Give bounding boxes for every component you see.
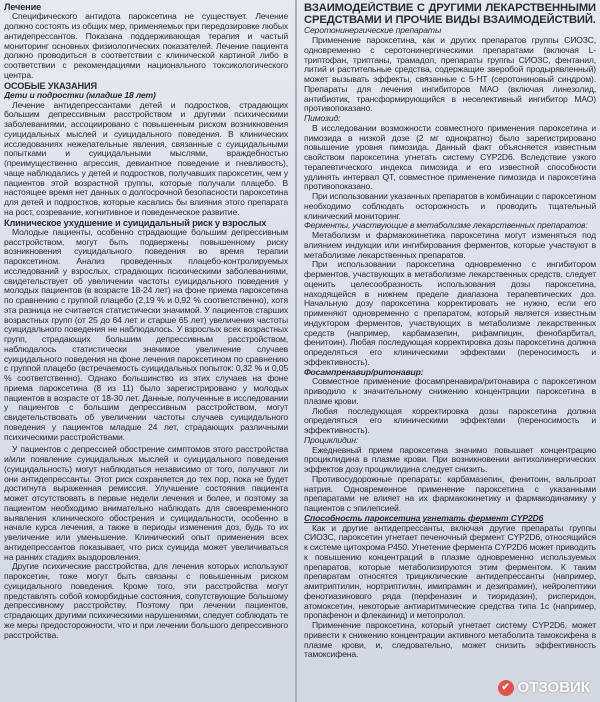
serotonergic-subheading: Серотонинергические препараты [304, 25, 442, 36]
other-disorders-paragraph: Другие психические расстройства, для лечения которых используют пароксетин, тоже могут быть связаны с повышенным риском суицидального поведения. Кроме того, эти расстройства могут представлять собой коморбидные состояния, сопутствующие большому депрессивному расстройству. Поэтому при лечении пациентов, страдающих другими психическими нарушениями, следует соблюдать те же меры предосторожности, что и при лечении большого депрессивного расстройства. [4, 561, 288, 640]
treatment-paragraph: Специфического антидота пароксетина не существует. Лечение должно состоять из общих мер, применяемых при передозировке любых антидепрессантов. Показана поддерживающая терапия и частый мониторинг основных физиологических показателей. Лечение пациента должно проводиться в соответствии с клинической картиной либо в соответствии с рекомендациями национального токсикологического центра. [4, 11, 288, 80]
children-subheading: Дети и подростки (младше 18 лет) [4, 89, 156, 100]
column-divider [295, 0, 297, 702]
pimozide-subheading: Пимозид: [304, 113, 341, 124]
pimozide-paragraph: В исследовании возможности совместного применения пароксетина и пимозида в низкой дозе (2 мг однократно) было зарегистрировано повышение уровня пимозида. Данный факт объясняется известным свойством пароксетина угнетать систему CYP2D6. Вследствие узкого терапевтического индекса пимозида и его известной способности удлинять интервал QT, совместное применение пимозида и пароксетина противопоказано. [304, 122, 596, 192]
otzovik-logo-icon: ✔ [498, 680, 514, 696]
depression-paragraph: У пациентов с депрессией обострение симптомов этого расстройства и/или появление суицидальных мыслей и суицидального поведения (суицидальность) могут наблюдаться независимо от того, получают ли они антидепрессанты. Этот риск сохраняется до тех пор, пока не будет достигнута выраженная ремиссия. Улучшение состояния пациента может отсутствовать в первые недели лечения и более, и поэтому за пациентом необходимо внимательно наблюдать для своевременного выявления клинического обострения и суицидальности, особенно в начале курса лечения, а также в периоды изменения доз, будь то их увеличение или уменьшение. Клинический опыт применения всех антидепрессантов показывает, что риск суицида может увеличиваться на ранних стадиях выздоровления. [4, 444, 288, 562]
procyclidine-subheading: Проциклидин: [304, 434, 359, 445]
dose-adjust-paragraph: Любая последующая корректировка дозы пароксетина должна определяться его клиническими эффектами (переносимость и эффективность). [304, 405, 596, 436]
anticonvulsants-paragraph: Противосудорожные препараты: карбамазепин, фенитоин, вальпроат натрия. Одновременное применение пароксетина с указанными препаратами не влияет на их фармакокинетику и фармакодинамику у пациентов с эпилепсией. [304, 473, 596, 514]
cyp2d6-paragraph: Как и другие антидепрессанты, включая другие препараты группы СИОЗС, пароксетин угнетает печеночный фермент CYP2D6, относящийся к системе цитохрома Р450. Угнетение фермента CYP2D6 может приводить к повышению концентраций в плазме одновременно используемых препаратов, которые метаболизируются этим ферментом. К таким препаратам относятся трициклические антидепрессанты (например, амитриптилин, нортриптилин, имипрамин и дезипрамин), нейролептики фенотиазинового ряда (перфеназин и тиоридазин), рисперидон, атомоксетин, некоторые антиаритмические средства типа 1с (например, пропафенон и флекаинид) и метопролол. [304, 522, 596, 621]
fosamprenavir-subheading: Фосампренавир/ритонавир: [304, 366, 424, 377]
suicide-risk-heading: Клиническое ухудшение и суицидальный риск у взрослых [4, 217, 267, 228]
enzymes-subheading: Ферменты, участвующие в метаболизме лекарственных препаратов: [304, 220, 588, 231]
watermark [498, 679, 590, 696]
right-column [304, 2, 596, 700]
cyp2d6-subheading: Способность пароксетина угнетать фермент CYP2D6 [304, 512, 544, 523]
serotonergic-paragraph: Применение пароксетина, как и других препаратов группы СИОЗС, одновременно с серотонинергическими препаратами (включая L-триптофан, триптаны, трамадол, препараты группы СИОЗС, фентанил, литий и растительные средства, содержащие зверобой продырявленный) может вызывать эффекты, связанные с 5-НТ (серотониновый синдром). Препараты для лечения ингибиторов МАО (включая линезолид, антибиотик, трансформирующийся в неселективный ингибитор МАО) противопоказано. [304, 35, 596, 114]
children-paragraph: Лечение антидепрессантами детей и подростков, страдающих большим депрессивным расстройством и другими психическими заболеваниями, ассоциировано с повышенным риском возникновения суицидальных мыслей и суицидального поведения. В клинических исследованиях нежелательные явления, связанные с суицидальными попытками и суицидальными мыслями, враждебностью (преимущественно агрессия, девиантное поведение и гневливость), чаще наблюдались у детей и подростков, получавших пароксетин, чем у пациентов этой возрастной группы, которые получали плацебо. В настоящее время нет данных о долгосрочной безопасности пароксетина для детей и подростков, которые касались бы влияния этого препарата на рост, созревание, когнитивное и поведенческое развитие. [4, 99, 288, 217]
interactions-heading: ВЗАИМОДЕЙСТВИЕ С ДРУГИМИ ЛЕКАРСТВЕННЫМИ СРЕДСТВАМИ И ПРОЧИЕ ВИДЫ ВЗАИМОДЕЙСТВИЙ. [304, 2, 596, 27]
left-column [4, 2, 288, 700]
tamoxifen-paragraph: Применение пароксетина, который угнетает систему CYP2D6, может привести к снижению концентрации активного метаболита тамоксифена в плазме крови, и, следовательно, может снизить эффективность тамоксифена. [304, 620, 596, 660]
treatment-heading: Лечение [4, 2, 42, 12]
watermark-text: ОТЗОВИК [517, 679, 590, 696]
monitoring-paragraph: При использовании указанных препаратов в комбинации с пароксетином необходимо соблюдать осторожность и проводить тщательный клинический мониторинг. [304, 191, 596, 221]
metabolism-paragraph: Метаболизм и фармакокинетика пароксетина могут изменяться под влиянием индукции или ингибирования ферментов, которые участвуют в метаболизме лекарственных препаратов. [304, 230, 596, 260]
inhibitor-paragraph: При использовании пароксетина одновременно с ингибитором ферментов, участвующих в метаболизме лекарственных средств, следует оценить целесообразность использования дозы пароксетина, находящейся в нижнем пределе диапазона терапевтических доз. Начальную дозу пароксетина корректировать не нужно, если его применяют одновременно с препаратом, который является известным индуктором ферментов, участвующих в метаболизме лекарственных средств (например, карбамазепин, рифампицин, фенобарбитал, фенитоин). Любая последующая корректировка дозы пароксетина должна определяться его клиническими эффектами (переносимость и эффективность). [304, 259, 596, 367]
fosamprenavir-paragraph: Совместное применение фосампренавира/ритонавира с пароксетином приводило к значительному снижению концентрации пароксетина в плазме крови. [304, 376, 596, 406]
procyclidine-paragraph: Ежедневный прием пароксетина значимо повышает концентрацию проциклидина в плазме крови. При возникновении антихолинергических эффектов дозу проциклидина следует снизить. [304, 444, 596, 475]
suicide-risk-paragraph: Молодые пациенты, особенно страдающие большим депрессивным расстройством, могут быть подвержены повышенному риску возникновения суицидального поведения во время терапии пароксетином. Анализ проведенных плацебо-контролируемых исследований у взрослых, страдающих психическими заболеваниями, свидетельствует об увеличении частоты суицидального поведения у молодых пациентов (в возрасте 18-24 лет) на фоне приема пароксетина по сравнению с группой плацебо (2,19 % и 0,92 % соответственно), хотя эта разница не считается статистически значимой. У пациентов старших возрастных групп (от 25 до 64 лет и старше 65 лет) увеличения частоты суицидального поведения не наблюдалось. У взрослых всех возрастных групп, страдающих большим депрессивным расстройством, наблюдалось статистически значимое увеличение случаев суицидального поведения на фоне лечения пароксетином по сравнению с группой плацебо (встречаемость суицидальных попыток: 0,32 % и 0,05 % соответственно). Однако большинство из этих случаев на фоне приема пароксетина (8 из 11) было зарегистрировано у молодых пациентов в возрасте от 18-30 лет. Данные, полученные в исследовании у пациентов с большим депрессивным расстройством, могут свидетельствовать об увеличении частоты случаев суицидального поведения у пациентов младше 24 лет, страдающих различными психическими расстройствами. [4, 226, 288, 442]
special-instructions-heading: ОСОБЫЕ УКАЗАНИЯ [4, 80, 97, 91]
